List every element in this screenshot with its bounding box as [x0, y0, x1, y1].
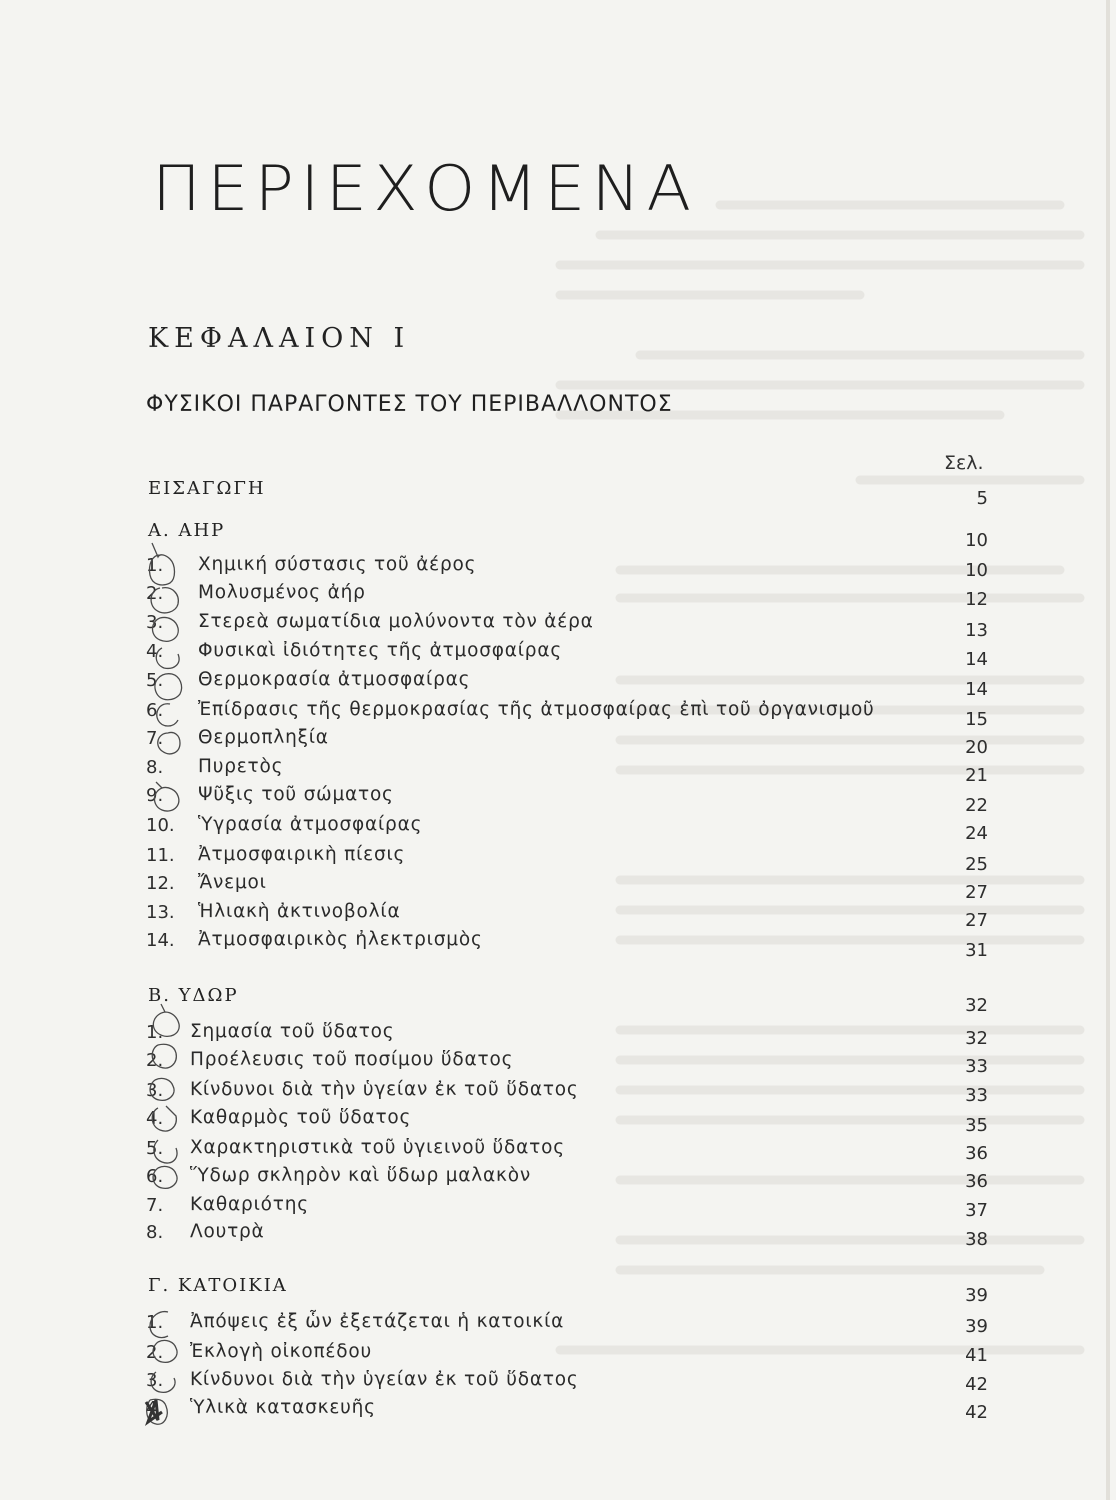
toc-entry-title: Θερμοπληξία [198, 727, 329, 748]
toc-entry-number: 4. [146, 641, 164, 662]
section-heading: Α. ΑΗΡ [148, 520, 226, 541]
toc-entry-number: 13. [146, 902, 175, 923]
toc-entry-title: Ὕδωρ σκληρὸν καὶ ὕδωρ μαλακὸν [190, 1165, 531, 1186]
toc-entry-page: 32 [965, 1028, 988, 1049]
toc-entry-title: Καθαρμὸς τοῦ ὕδατος [190, 1107, 412, 1128]
toc-entry-title: Σημασία τοῦ ὕδατος [190, 1021, 395, 1042]
toc-entry-number: 7. [146, 728, 164, 749]
toc-entry-title: Στερεὰ σωματίδια μολύνοντα τὸν ἀέρα [198, 611, 594, 632]
toc-entry-title: Ἡλιακὴ ἀκτινοβολία [198, 901, 401, 922]
toc-entry-page: 27 [965, 910, 988, 931]
toc-entry-title: Ψῦξις τοῦ σώματος [198, 784, 394, 805]
section-heading: Γ. ΚΑΤΟΙΚΙΑ [148, 1275, 288, 1296]
section-heading: Β. ΥΔΩΡ [148, 985, 239, 1006]
toc-entry-page: 36 [965, 1171, 988, 1192]
toc-entry-number: 7. [146, 1195, 164, 1216]
toc-entry-number: 2. [146, 1050, 164, 1071]
toc-entry-number: 2. [146, 1342, 164, 1363]
toc-entry-number: 3. [146, 1080, 164, 1101]
toc-entry-title: Κίνδυνοι διὰ τὴν ὑγείαν ἐκ τοῦ ὕδατος [190, 1079, 579, 1100]
toc-entry-page: 27 [965, 882, 988, 903]
toc-entry-number: 9. [146, 785, 164, 806]
toc-entry-page: 14 [965, 649, 988, 670]
toc-entry-page: 35 [965, 1115, 988, 1136]
toc-entry-page: 10 [965, 560, 988, 581]
toc-entry-page: 33 [965, 1056, 988, 1077]
toc-entry-number: 5. [146, 1138, 164, 1159]
toc-entry-title: Ἐκλογὴ οἰκοπέδου [190, 1341, 372, 1362]
toc-entry-title: Θερμοκρασία ἀτμοσφαίρας [198, 669, 471, 690]
intro-page: 5 [976, 488, 988, 509]
toc-entry-page: 41 [965, 1345, 988, 1366]
toc-entry-number: 4. [146, 1108, 164, 1129]
toc-entry-page: 24 [965, 823, 988, 844]
toc-entry-title: Χημική σύστασις τοῦ ἀέρος [198, 554, 477, 575]
toc-entry-number: 1. [146, 555, 164, 576]
toc-entry-page: 20 [965, 737, 988, 758]
toc-entry-number: 10. [146, 815, 175, 836]
intro-heading: ΕΙΣΑΓΩΓΗ [148, 478, 266, 499]
toc-entry-number: 8. [146, 1222, 164, 1243]
toc-entry-page: 33 [965, 1085, 988, 1106]
toc-entry-title: Κίνδυνοι διὰ τὴν ὑγείαν ἐκ τοῦ ὕδατος [190, 1369, 579, 1390]
toc-entry-title: Πυρετὸς [198, 756, 284, 777]
toc-entry-number: 1. [146, 1022, 164, 1043]
toc-entry-title: Ἄνεμοι [198, 872, 267, 893]
toc-entry-number: 14. [146, 930, 175, 951]
toc-entry-title: Ὑλικὰ κατασκευῆς [190, 1397, 376, 1418]
toc-entry-page: 12 [965, 589, 988, 610]
toc-entry-title: Λουτρὰ [190, 1221, 265, 1242]
toc-entry-page: 13 [965, 620, 988, 641]
section-page: 39 [965, 1285, 988, 1306]
chapter-subtitle: ΦΥΣΙΚΟΙ ΠΑΡΑΓΟΝΤΕΣ ΤΟΥ ΠΕΡΙΒΑΛΛΟΝΤΟΣ [146, 392, 673, 417]
toc-entry-page: 15 [965, 709, 988, 730]
page-title: ΠΕΡΙΕΧΟΜΕΝΑ [152, 152, 698, 225]
toc-entry-number: 11. [146, 845, 175, 866]
toc-entry-title: Ἀπόψεις ἐξ ὧν ἐξετάζεται ἡ κατοικία [190, 1311, 565, 1332]
toc-entry-page: 39 [965, 1316, 988, 1337]
toc-entry-number: 8. [146, 757, 164, 778]
toc-entry-number: 1. [146, 1312, 164, 1333]
toc-entry-number: 3. [146, 612, 164, 633]
toc-entry-page: 31 [965, 940, 988, 961]
section-page: 32 [965, 995, 988, 1016]
toc-entry-title: Προέλευσις τοῦ ποσίμου ὕδατος [190, 1049, 514, 1070]
toc-entry-title: Ὑγρασία ἀτμοσφαίρας [198, 814, 423, 835]
toc-entry-page: 21 [965, 765, 988, 786]
toc-entry-title: Καθαριότης [190, 1194, 309, 1215]
toc-entry-number: 12. [146, 873, 175, 894]
toc-entry-page: 36 [965, 1143, 988, 1164]
toc-entry-title: Φυσικαὶ ἰδιότητες τῆς ἀτμοσφαίρας [198, 640, 562, 661]
toc-entry-page: 42 [965, 1374, 988, 1395]
toc-entry-title: Χαρακτηριστικὰ τοῦ ὑγιεινοῦ ὕδατος [190, 1137, 565, 1158]
toc-entry-page: 42 [965, 1402, 988, 1423]
toc-entry-number: 6. [146, 700, 164, 721]
toc-entry-title: Ἀτμοσφαιρικὴ πίεσις [198, 844, 406, 865]
toc-entry-page: 37 [965, 1200, 988, 1221]
toc-entry-number: 3. [146, 1370, 164, 1391]
toc-entry-page: 22 [965, 795, 988, 816]
toc-entry-number: 2. [146, 583, 164, 604]
section-page: 10 [965, 530, 988, 551]
toc-entry-title: Ἀτμοσφαιρικὸς ἠλεκτρισμὸς [198, 929, 483, 950]
toc-entry-page: 38 [965, 1229, 988, 1250]
toc-entry-number: 4. [146, 1398, 164, 1419]
toc-entry-page: 14 [965, 679, 988, 700]
page-column-label: Σελ. [944, 452, 984, 474]
toc-entry-title: Ἐπίδρασις τῆς θερμοκρασίας τῆς ἀτμοσφαίρας ἐπὶ τοῦ ὀργανισμοῦ [198, 699, 875, 720]
toc-entry-number: 6. [146, 1166, 164, 1187]
toc-entry-title: Μολυσμένος ἀήρ [198, 582, 366, 603]
chapter-heading: ΚΕΦΑΛΑΙΟΝ Ι [148, 323, 411, 354]
toc-entry-page: 25 [965, 854, 988, 875]
toc-entry-number: 5. [146, 670, 164, 691]
